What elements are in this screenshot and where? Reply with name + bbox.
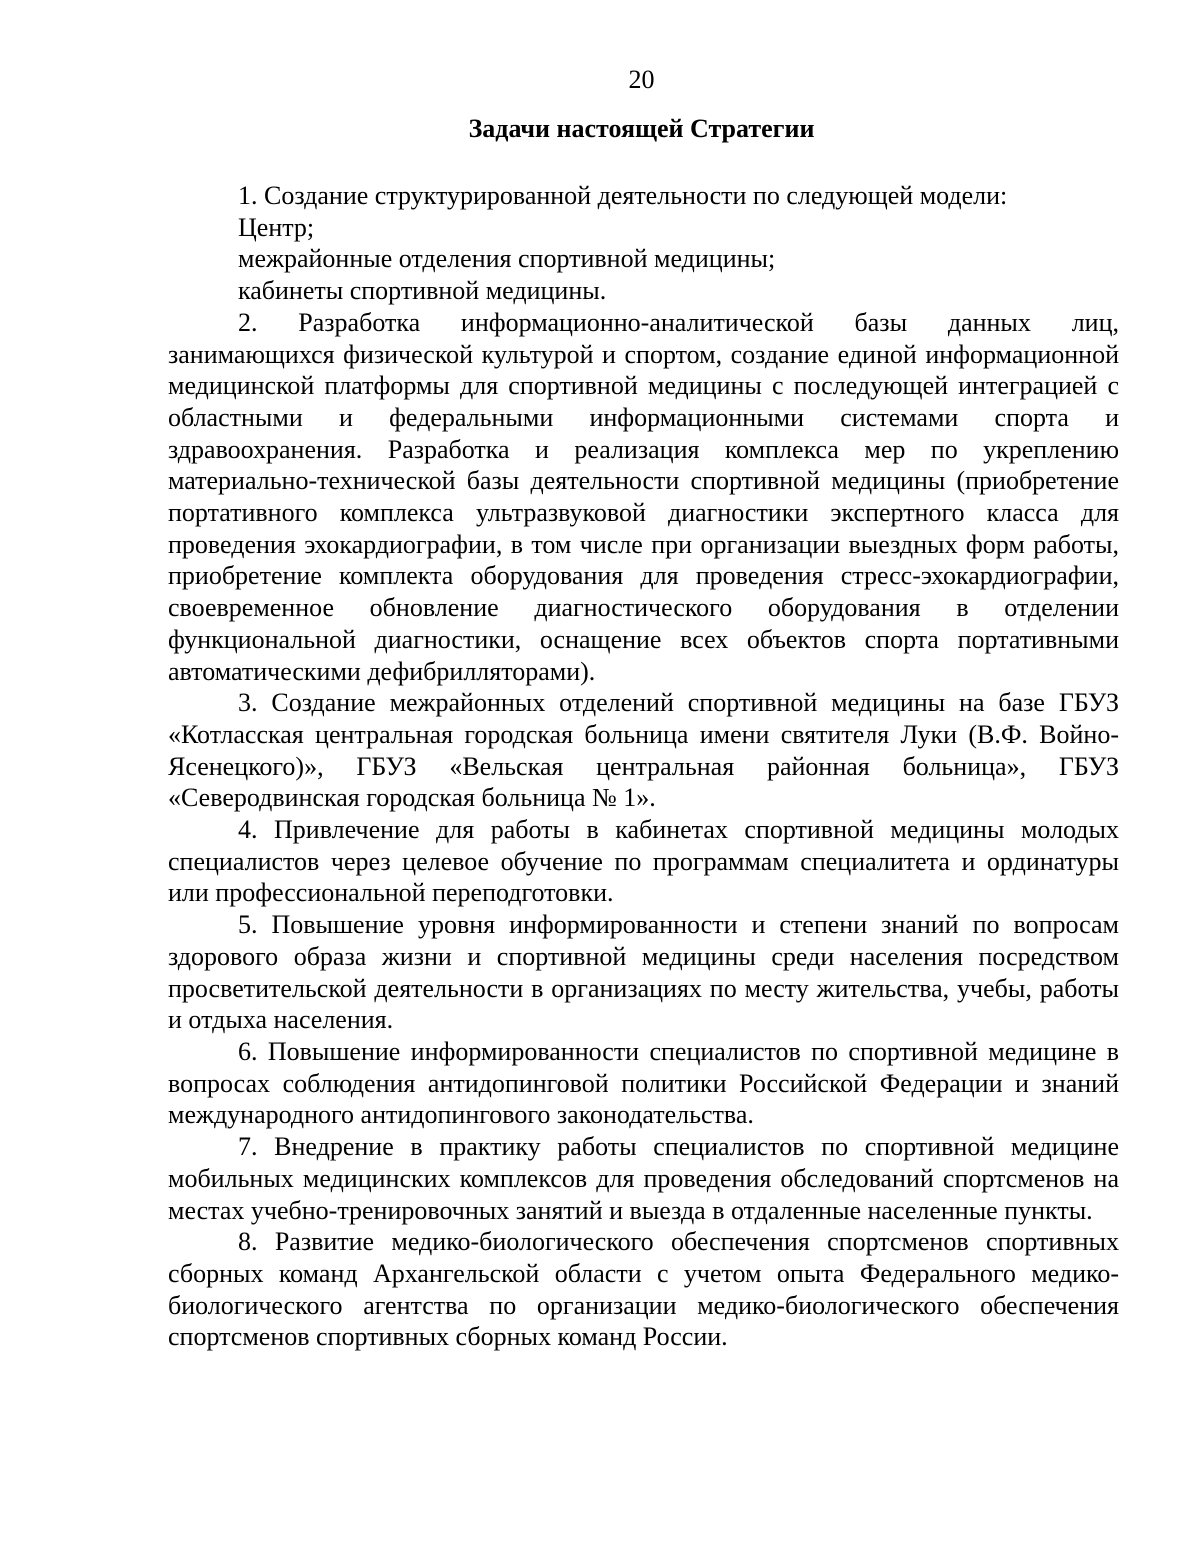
task-item-4: 4. Привлечение для работы в кабинетах спортивной медицины молодых специалистов через целевое обучение по программам специалитета и ординатуры или профессиональной переподготовки. bbox=[168, 815, 1119, 908]
task-item-1: 1. Создание структурированной деятельности по следующей модели: bbox=[238, 181, 1008, 210]
task-item-2: 2. Разработка информационно-аналитической базы данных лиц, занимающихся физической культурой и спортом, создание единой информационной медицинской платформы для спортивной медицины с последующей интеграцией с областными и федеральными информационными системами спорта и здравоохранения. Разработка и реализация комплекса мер по укреплению материально-технической базы деятельности спортивной медицины (приобретение портативного комплекса ультразвуковой диагностики экспертного класса для проведения эхокардиографии, в том числе при организации выездных форм работы, приобретение комплекта оборудования для проведения стресс-эхокардиографии, своевременное обновление диагностического оборудования в отделении функциональной диагностики, оснащение всех объектов спорта портативными автоматическими дефибрилляторами). bbox=[168, 307, 1119, 686]
task-item-6: 6. Повышение информированности специалистов по спортивной медицине в вопросах соблюдения антидопинговой политики Российской Федерации и знаний международного антидопингового законодательства. bbox=[168, 1036, 1119, 1130]
page-number: 20 bbox=[628, 65, 655, 94]
page-title: Задачи настоящей Стратегии bbox=[468, 114, 815, 143]
task-1-sub-item: кабинеты спортивной медицины. bbox=[238, 276, 607, 306]
task-1-sub-item: межрайонные отделения спортивной медицины; bbox=[238, 244, 776, 274]
task-item-5: 5. Повышение уровня информированности и степени знаний по вопросам здорового образа жизни и спортивной медицины среди населения посредством просветительской деятельности в организациях по месту жительства, учебы, работы и отдыха населения. bbox=[168, 910, 1119, 1035]
task-item-8: 8. Развитие медико-биологического обеспечения спортсменов спортивных сборных команд Архангельской области с учетом опыта Федерального медико-биологического агентства по организации медико-биологического обеспечения спортсменов спортивных сборных команд России. bbox=[168, 1227, 1119, 1352]
task-item-7: 7. Внедрение в практику работы специалистов по спортивной медицине мобильных медицинских комплексов для проведения обследований спортсменов на местах учебно-тренировочных занятий и выезда в отдаленные населенные пункты. bbox=[168, 1132, 1119, 1225]
task-1-sub-item: Центр; bbox=[238, 212, 315, 242]
document-body bbox=[168, 180, 1119, 1353]
task-item-3: 3. Создание межрайонных отделений спортивной медицины на базе ГБУЗ «Котласская центральная городская больница имени святителя Луки (В.Ф. Войно-Ясенецкого)», ГБУЗ «Вельская центральная районная больница», ГБУЗ «Северодвинская городская больница № 1». bbox=[168, 688, 1119, 813]
